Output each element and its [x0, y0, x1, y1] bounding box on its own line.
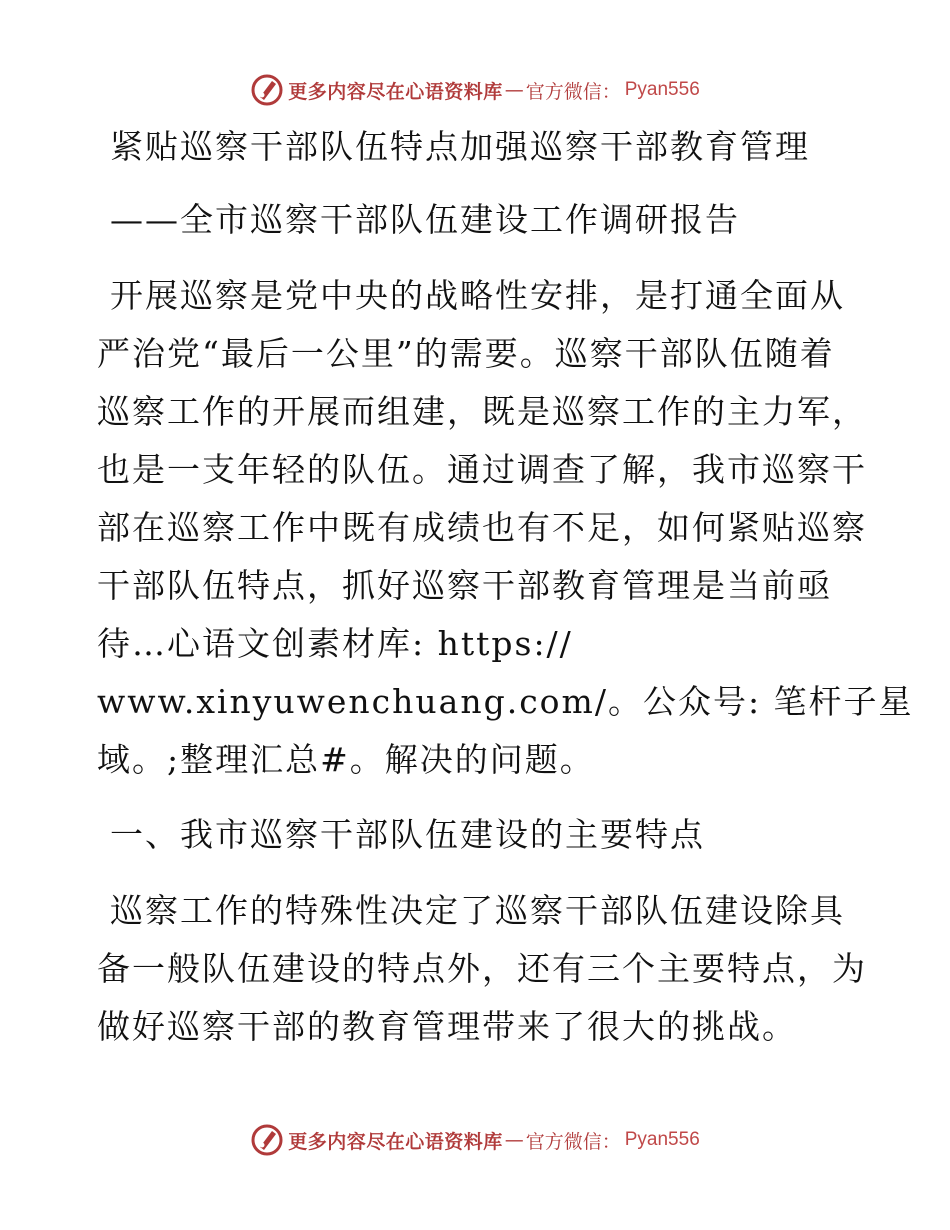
- document-title: 紧贴巡察干部队伍特点加强巡察干部教育管理: [110, 127, 810, 166]
- paragraph-line: 部在巡察工作中既有成绩也有不足，如何紧贴巡察: [97, 508, 867, 547]
- paragraph-line: 也是一支年轻的队伍。通过调查了解，我市巡察干: [97, 450, 867, 489]
- header-banner: [0, 70, 950, 110]
- paragraph-line: 备一般队伍建设的特点外，还有三个主要特点，为: [97, 949, 867, 988]
- paragraph-line: 做好巡察干部的教育管理带来了很大的挑战。: [97, 1007, 797, 1046]
- paragraph-line: 域。;整理汇总#。解决的问题。: [97, 740, 595, 779]
- paragraph-line: 严治党“最后一公里”的需要。巡察干部队伍随着: [97, 334, 835, 373]
- banner-dash: —: [504, 1129, 524, 1151]
- paragraph-line: 待…心语文创素材库: https://: [97, 624, 573, 663]
- paragraph-line: 巡察工作的特殊性决定了巡察干部队伍建设除具: [110, 891, 845, 930]
- banner-brand-text: 更多内容尽在心语资料库: [288, 80, 503, 103]
- section-heading: 一、我市巡察干部队伍建设的主要特点: [110, 815, 705, 854]
- document-subtitle: ——全市巡察干部队伍建设工作调研报告: [110, 200, 740, 239]
- paragraph-line: www.xinyuwenchuang.com/。公众号: 笔杆子星: [97, 682, 914, 721]
- banner-wechat-id: Pyan556: [624, 79, 700, 100]
- banner-dash: —: [504, 79, 524, 101]
- paragraph-line: 巡察工作的开展而组建，既是巡察工作的主力军，: [97, 392, 867, 431]
- footer-banner: [0, 1120, 950, 1160]
- pen-logo-icon: [250, 1123, 284, 1157]
- banner-wechat-label: 官方微信：: [525, 1130, 621, 1153]
- pen-logo-icon: [250, 73, 284, 107]
- banner-wechat-id: Pyan556: [624, 1129, 700, 1150]
- banner-brand-text: 更多内容尽在心语资料库: [288, 1130, 503, 1153]
- banner-wechat-label: 官方微信：: [525, 80, 621, 103]
- paragraph-line: 干部队伍特点，抓好巡察干部教育管理是当前亟: [97, 566, 832, 605]
- paragraph-line: 开展巡察是党中央的战略性安排，是打通全面从: [110, 276, 845, 315]
